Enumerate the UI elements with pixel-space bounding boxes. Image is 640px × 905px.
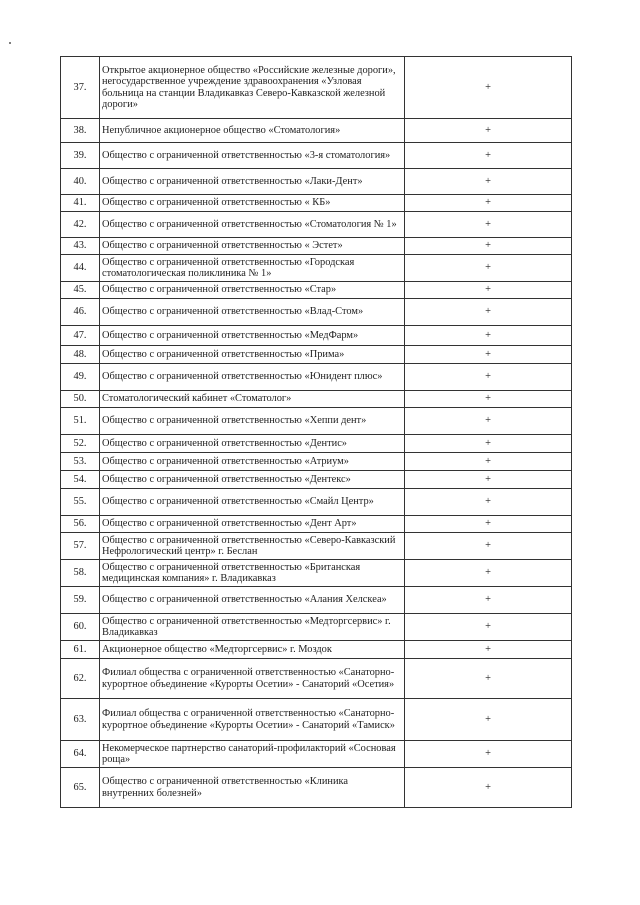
organization-name: Общество с ограниченной ответственностью «Дентекс» xyxy=(100,471,405,489)
row-number: 55. xyxy=(61,489,100,516)
inclusion-mark: + xyxy=(405,408,572,435)
table-row xyxy=(61,212,572,238)
row-number: 42. xyxy=(61,212,100,238)
row-number: 54. xyxy=(61,471,100,489)
row-number: 60. xyxy=(61,614,100,641)
table-row xyxy=(61,435,572,453)
row-number: 52. xyxy=(61,435,100,453)
inclusion-mark: + xyxy=(405,768,572,808)
inclusion-mark: + xyxy=(405,326,572,346)
table-row xyxy=(61,471,572,489)
inclusion-mark: + xyxy=(405,741,572,768)
organization-name: Общество с ограниченной ответственностью «Дентис» xyxy=(100,435,405,453)
row-number: 37. xyxy=(61,57,100,119)
organization-name: Общество с ограниченной ответственностью «Стар» xyxy=(100,282,405,299)
inclusion-mark: + xyxy=(405,489,572,516)
inclusion-mark: + xyxy=(405,212,572,238)
inclusion-mark: + xyxy=(405,641,572,659)
organization-name: Общество с ограниченной ответственностью «Прима» xyxy=(100,346,405,364)
row-number: 41. xyxy=(61,195,100,212)
inclusion-mark: + xyxy=(405,282,572,299)
inclusion-mark: + xyxy=(405,391,572,408)
organization-name: Общество с ограниченной ответственностью «Лаки-Дент» xyxy=(100,169,405,195)
table-row xyxy=(61,659,572,699)
row-number: 57. xyxy=(61,533,100,560)
row-number: 48. xyxy=(61,346,100,364)
inclusion-mark: + xyxy=(405,533,572,560)
row-number: 50. xyxy=(61,391,100,408)
row-number: 62. xyxy=(61,659,100,699)
organization-name: Общество с ограниченной ответственностью «Смайл Центр» xyxy=(100,489,405,516)
organization-name: Общество с ограниченной ответственностью «Юнидент плюс» xyxy=(100,364,405,391)
table-row xyxy=(61,255,572,282)
table-row xyxy=(61,408,572,435)
organization-name: Филиал общества с ограниченной ответственностью «Санаторно-курортное объединение «Курорты Осетии» - Санаторий «Осетия» xyxy=(100,659,405,699)
organization-name: Непубличное акционерное общество «Стоматология» xyxy=(100,119,405,143)
row-number: 61. xyxy=(61,641,100,659)
row-number: 38. xyxy=(61,119,100,143)
organization-name: Филиал общества с ограниченной ответственностью «Санаторно-курортное объединение «Курорты Осетии» - Санаторий «Тамиск» xyxy=(100,699,405,741)
inclusion-mark: + xyxy=(405,364,572,391)
inclusion-mark: + xyxy=(405,143,572,169)
organization-name: Общество с ограниченной ответственностью «Атриум» xyxy=(100,453,405,471)
row-number: 49. xyxy=(61,364,100,391)
table-row xyxy=(61,587,572,614)
table-row xyxy=(61,614,572,641)
row-number: 44. xyxy=(61,255,100,282)
inclusion-mark: + xyxy=(405,453,572,471)
inclusion-mark: + xyxy=(405,560,572,587)
inclusion-mark: + xyxy=(405,699,572,741)
table-row xyxy=(61,391,572,408)
inclusion-mark: + xyxy=(405,346,572,364)
organization-name: Общество с ограниченной ответственностью «Северо-Кавказский Нефрологический центр» г. Беслан xyxy=(100,533,405,560)
organization-name: Общество с ограниченной ответственностью «Городская стоматологическая поликлиника № 1» xyxy=(100,255,405,282)
table-row xyxy=(61,195,572,212)
organization-name: Открытое акционерное общество «Российские железные дороги», негосударственное учреждение здравоохранения «Узловая больница на станции Владикавказ Северо-Кавказской железной дороги» xyxy=(100,57,405,119)
inclusion-mark: + xyxy=(405,299,572,326)
table-row xyxy=(61,489,572,516)
organization-name: Общество с ограниченной ответственностью «Хеппи дент» xyxy=(100,408,405,435)
table-row xyxy=(61,453,572,471)
row-number: 39. xyxy=(61,143,100,169)
organization-name: Общество с ограниченной ответственностью «Медторгсервис» г. Владикавказ xyxy=(100,614,405,641)
table-row xyxy=(61,143,572,169)
row-number: 47. xyxy=(61,326,100,346)
organization-name: Общество с ограниченной ответственностью «Дент Арт» xyxy=(100,516,405,533)
row-number: 58. xyxy=(61,560,100,587)
row-number: 46. xyxy=(61,299,100,326)
row-number: 65. xyxy=(61,768,100,808)
organization-name: Общество с ограниченной ответственностью « КБ» xyxy=(100,195,405,212)
row-number: 43. xyxy=(61,238,100,255)
table-row xyxy=(61,282,572,299)
inclusion-mark: + xyxy=(405,435,572,453)
inclusion-mark: + xyxy=(405,255,572,282)
table-row xyxy=(61,57,572,119)
row-number: 64. xyxy=(61,741,100,768)
table-row xyxy=(61,741,572,768)
organization-name: Общество с ограниченной ответственностью «Влад-Стом» xyxy=(100,299,405,326)
row-number: 45. xyxy=(61,282,100,299)
table-row xyxy=(61,119,572,143)
table-row xyxy=(61,169,572,195)
organization-name: Общество с ограниченной ответственностью «3-я стоматология» xyxy=(100,143,405,169)
organizations-table-body xyxy=(61,57,572,808)
table-row xyxy=(61,516,572,533)
organization-name: Общество с ограниченной ответственностью « Эстет» xyxy=(100,238,405,255)
organization-name: Общество с ограниченной ответственностью «Клиника внутренних болезней» xyxy=(100,768,405,808)
row-number: 59. xyxy=(61,587,100,614)
table-row xyxy=(61,768,572,808)
inclusion-mark: + xyxy=(405,169,572,195)
inclusion-mark: + xyxy=(405,119,572,143)
organization-name: Общество с ограниченной ответственностью «Стоматология № 1» xyxy=(100,212,405,238)
organization-name: Стоматологический кабинет «Стоматолог» xyxy=(100,391,405,408)
table-row xyxy=(61,299,572,326)
table-row xyxy=(61,326,572,346)
inclusion-mark: + xyxy=(405,614,572,641)
row-number: 53. xyxy=(61,453,100,471)
table-row xyxy=(61,641,572,659)
inclusion-mark: + xyxy=(405,238,572,255)
table-row xyxy=(61,346,572,364)
table-row xyxy=(61,560,572,587)
table-row xyxy=(61,533,572,560)
inclusion-mark: + xyxy=(405,195,572,212)
inclusion-mark: + xyxy=(405,516,572,533)
organizations-table xyxy=(60,56,572,808)
table-row xyxy=(61,238,572,255)
row-number: 63. xyxy=(61,699,100,741)
inclusion-mark: + xyxy=(405,587,572,614)
row-number: 40. xyxy=(61,169,100,195)
row-number: 56. xyxy=(61,516,100,533)
organization-name: Некомерческое партнерство санаторий-профилакторий «Сосновая роща» xyxy=(100,741,405,768)
inclusion-mark: + xyxy=(405,471,572,489)
table-row xyxy=(61,699,572,741)
inclusion-mark: + xyxy=(405,57,572,119)
row-number: 51. xyxy=(61,408,100,435)
organization-name: Общество с ограниченной ответственностью «МедФарм» xyxy=(100,326,405,346)
inclusion-mark: + xyxy=(405,659,572,699)
table-row xyxy=(61,364,572,391)
organization-name: Общество с ограниченной ответственностью «Британская медицинская компания» г. Владикавказ xyxy=(100,560,405,587)
organization-name: Акционерное общество «Медторгсервис» г. Моздок xyxy=(100,641,405,659)
scan-speck xyxy=(9,42,11,44)
organization-name: Общество с ограниченной ответственностью «Алания Хелскеа» xyxy=(100,587,405,614)
